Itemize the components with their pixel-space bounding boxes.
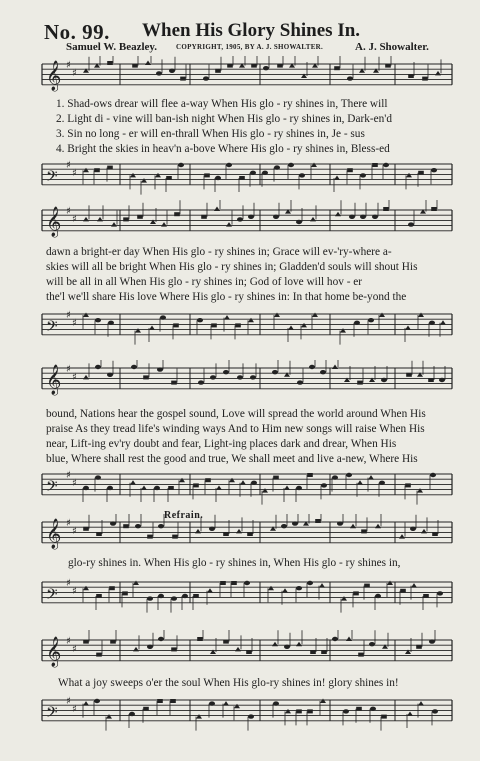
svg-text:♯: ♯: [72, 317, 77, 329]
refrain-label: Refrain.: [164, 510, 204, 521]
refrain-lyric-2: What a joy sweeps o'er the soul When His glo-ry shines in! glory shines in!: [58, 677, 399, 689]
svg-text:♯: ♯: [72, 643, 77, 655]
verse-2-line-2: skies will all be bright When His glo - ry shines in; Gladden'd souls will shout His: [46, 261, 418, 273]
svg-text:♯: ♯: [66, 364, 71, 376]
svg-text:♯: ♯: [66, 310, 71, 322]
svg-text:♯: ♯: [66, 518, 71, 530]
svg-text:♯: ♯: [72, 585, 77, 597]
svg-text:♯: ♯: [72, 371, 77, 383]
svg-text:𝄞: 𝄞: [46, 206, 62, 237]
verse-4-line-1: 4. Bright the skies in heav'n a-bove Where His glo - ry shines in, Bless-ed: [56, 143, 390, 155]
refrain-lyric-1: glo-ry shines in. When His glo - ry shines in, When His glo - ry shines in,: [68, 557, 401, 569]
svg-text:♯: ♯: [66, 206, 71, 218]
svg-text:𝄞: 𝄞: [46, 364, 62, 395]
treble-staff-1: [0, 56, 480, 100]
bass-staff-5: [0, 692, 480, 736]
hymn-number: No. 99.: [44, 20, 110, 44]
copyright-notice: COPYRIGHT, 1905, BY A. J. SHOWALTER.: [176, 43, 324, 51]
verse-3-line-3: near, Lift-ing ev'ry doubt and fear, Light-ing places dark and drear, When His: [46, 438, 397, 450]
hymn-composer: A. J. Showalter.: [355, 41, 429, 53]
svg-text:♯: ♯: [66, 60, 71, 72]
bass-staff-3: [0, 466, 480, 506]
svg-text:𝄞: 𝄞: [46, 518, 62, 549]
bass-staff-4: [0, 572, 480, 616]
treble-staff-2: [0, 200, 480, 246]
svg-text:𝄢: 𝄢: [46, 477, 58, 499]
verse-1-line-1: 1. Shad-ows drear will flee a-way When His glo - ry shines in, There will: [56, 98, 388, 110]
verse-3-line-2: will be all in all When His glo - ry shines in; God of love will hov - er: [46, 276, 363, 288]
svg-text:♯: ♯: [72, 525, 77, 537]
svg-text:𝄢: 𝄢: [46, 317, 58, 339]
bass-staff-2: [0, 304, 480, 348]
verse-4-line-3: blue, Where shall rest the good and true, We shall meet and live a-new, Where His: [46, 453, 418, 465]
verse-1-line-2: dawn a bright-er day When His glo - ry shines in; Grace will ev-'ry-where a-: [46, 246, 392, 258]
treble-staff-5: [0, 630, 480, 676]
verse-3-line-1: 3. Sin no long - er will en-thrall When His glo - ry shines in, Je - sus: [56, 128, 365, 140]
svg-text:𝄢: 𝄢: [46, 585, 58, 607]
verse-1-line-3: bound, Nations hear the gospel sound, Love will spread the world around When His: [46, 408, 426, 420]
hymn-author: Samuel W. Beazley.: [66, 41, 158, 53]
svg-text:𝄢: 𝄢: [46, 167, 58, 189]
treble-staff-4: [0, 514, 480, 558]
svg-text:♯: ♯: [72, 477, 77, 489]
svg-text:♯: ♯: [66, 160, 71, 172]
verse-2-line-3: praise As they tread life's winding ways And to Him new songs will raise When His: [46, 423, 425, 435]
svg-text:♯: ♯: [66, 470, 71, 482]
svg-text:♯: ♯: [66, 636, 71, 648]
treble-staff-3: [0, 360, 480, 404]
svg-text:♯: ♯: [72, 703, 77, 715]
svg-text:♯: ♯: [72, 67, 77, 79]
svg-text:𝄞: 𝄞: [46, 636, 62, 667]
svg-text:♯: ♯: [66, 578, 71, 590]
verse-4-line-2: the'l we'll share His love Where His glo - ry shines in: In that home be-yond the: [46, 291, 407, 303]
svg-text:𝄢: 𝄢: [46, 703, 58, 725]
verse-2-line-1: 2. Light di - vine will ban-ish night When His glo - ry shines in, Dark-en'd: [56, 113, 392, 125]
bass-staff-1: [0, 158, 480, 198]
svg-text:♯: ♯: [72, 213, 77, 225]
svg-text:♯: ♯: [72, 167, 77, 179]
svg-text:♯: ♯: [66, 696, 71, 708]
svg-text:𝄞: 𝄞: [46, 60, 62, 91]
hymn-title: When His Glory Shines In.: [142, 20, 361, 41]
